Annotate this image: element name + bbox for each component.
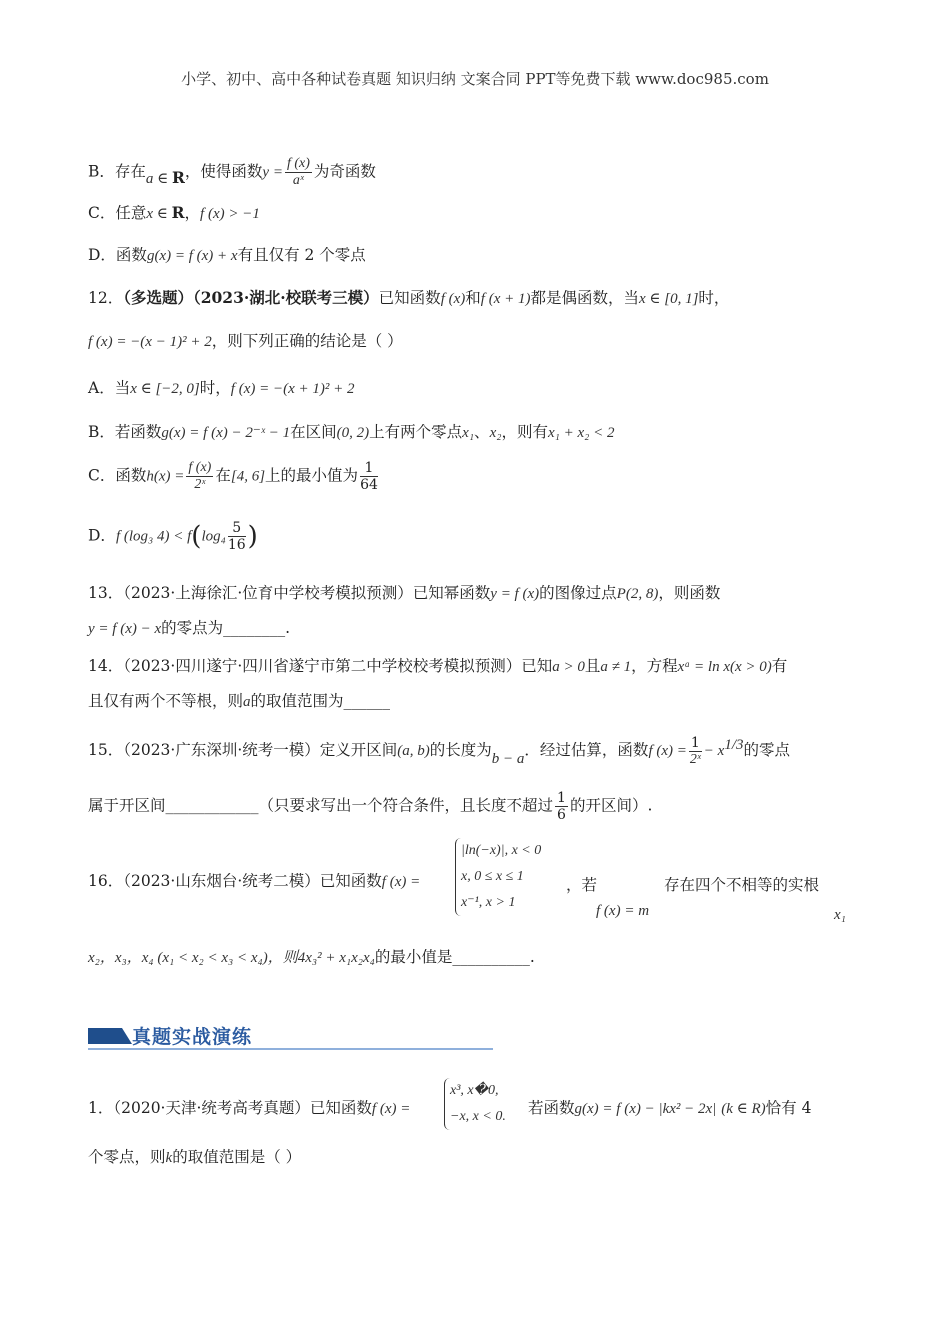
q16-roots-text: 存在四个不相等的实根 (664, 876, 820, 894)
q16-equation: f (x) = m (596, 903, 650, 919)
q13-stem: 13．（2023·上海徐汇·位育中学校考模拟预测）已知幂函数y = f (x)的图像过点P(2, 8)，则函数 (88, 584, 721, 602)
q16-ruo: ，若 (566, 876, 598, 894)
q16-stem: 16．（2023·山东烟台·统考二模）已知函数f (x) = (88, 872, 421, 890)
q16-stem-cont: x₂，x₃，x₄ (x₁ < x₂ < x₃ < x₄)，则4x₃² + x₁x₂x₄的最小值是__________. (88, 948, 535, 966)
q15-stem: 15．（2023·广东深圳·统考一模）定义开区间(a, b)的长度为b − a．经过估算，函数f (x) = $\frac{1}{\text{2ˣ}}$ − $x^{1/3}$的零点 (88, 734, 791, 768)
q15-stem-cont: 属于开区间____________（只要求写出一个符合条件，且长度不超过 $\frac{1}{6}$ 的开区间）. (88, 790, 653, 823)
q16-piecewise: |ln(−x)|, x < 0 x, 0 ≤ x ≤ 1 x⁻¹, x > 1 (455, 838, 541, 916)
page-header: 小学、初中、高中各种试卷真题 知识归纳 文案合同 PPT等免费下载 www.doc985.com (181, 70, 769, 88)
p1-piecewise: x³, x�0, −x, x < 0. (444, 1078, 506, 1130)
q12-stem: 12．（多选题）（2023·湖北·校联考三模）已知函数f (x)和f (x + 1)都是偶函数，当x ∈ [0, 1]时， (88, 288, 730, 307)
q13-stem-cont: y = f (x) − x的零点为________. (88, 619, 291, 637)
q14-stem-cont: 且仅有两个不等根，则a的取值范围为______ (88, 692, 391, 710)
p1-stem: 1．（2020·天津·统考高考真题）已知函数f (x) = (88, 1099, 411, 1117)
q12-option-c: C．函数h(x) = $\frac{f (x)}{\text{2ˣ}}$ 在[4, 6]上的最小值为 $\frac{1}{64}$ (88, 460, 378, 493)
p1-stem-cont: 个零点，则k的取值范围是（ ） (88, 1148, 302, 1166)
q12-option-a: A．当x ∈ [−2, 0]时，f (x) = −(x + 1)² + 2 (88, 379, 355, 397)
q11-option-c: C．任意x ∈ R，f (x) > −1 (88, 203, 260, 222)
p1-stem-mid: 若函数g(x) = f (x) − |kx² − 2x| (k ∈ R)恰有 4 (528, 1099, 812, 1117)
q14-stem: 14．（2023·四川遂宁·四川省遂宁市第二中学校校考模拟预测）已知a > 0且a ≠ 1，方程xᵃ = ln x(x > 0)有 (88, 657, 788, 675)
q11-option-d: D．函数g(x) = f (x) + x有且仅有 2 个零点 (88, 246, 366, 264)
section-title: 真题实战演练 (132, 1026, 253, 1048)
q11-option-b: B．存在a ∈ R，使得函数y = $\frac{f (x)}{\text{aˣ}}$ 为奇函数 (88, 156, 376, 188)
q12-option-d: D．f (log₃ 4) < f(log₄ $\frac{5}{16}$ ) (88, 520, 258, 553)
q16-x1: x₁ (834, 907, 846, 923)
q12-option-b: B．若函数g(x) = f (x) − 2⁻ˣ − 1在区间(0, 2)上有两个零点x₁、x₂，则有x₁ + x₂ < 2 (88, 423, 615, 441)
section-header (88, 1022, 493, 1050)
q12-stem-cont: f (x) = −(x − 1)² + 2，则下列正确的结论是（ ） (88, 332, 403, 350)
